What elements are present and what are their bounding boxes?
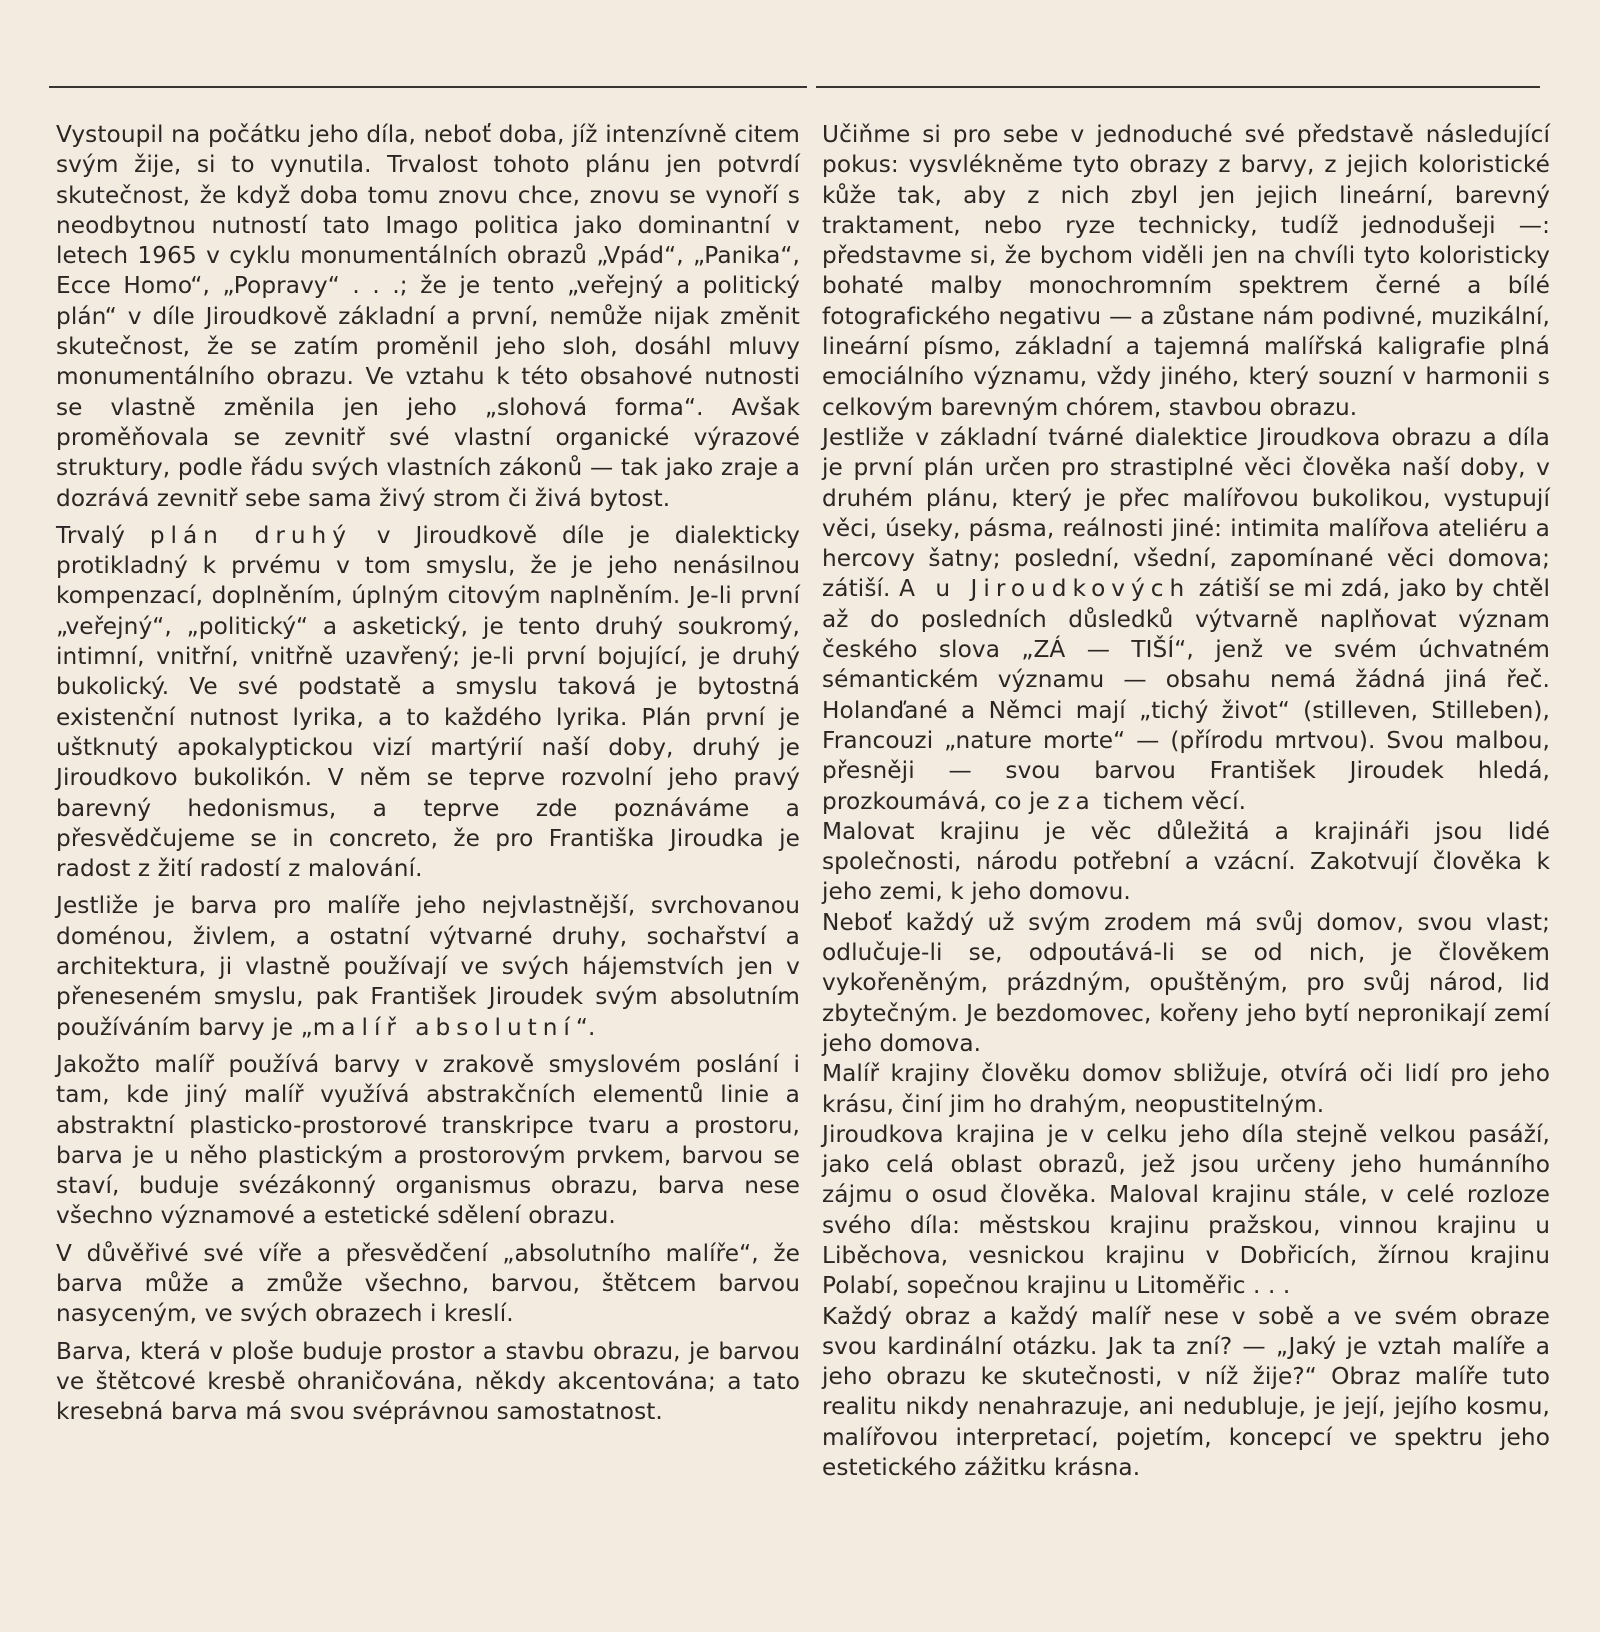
right-column bbox=[822, 120, 1550, 1483]
paragraph: Neboť každý už svým zrodem má svůj domov, svou vlast; odlučuje-li se, odpoutává-li se od nich, je člověkem vykořeněným, prázdným, opuštěným, pro svůj národ, lid zbytečným. Je bezdomovec, kořeny jeho bytí nepronikají zemí jeho domova. bbox=[822, 908, 1550, 1057]
paragraph: Vystoupil na počátku jeho díla, neboť doba, jíž intenzívně citem svým žije, si to vynutila. Trvalost tohoto plánu jen potvrdí skutečnost, že když doba tomu znovu chce, znovu se vynoří s neodbytnou nutností tato Imago politica jako dominantní v letech 1965 v cyklu monumentálních obrazů „Vpád“, „Panika“, Ecce Homo“, „Popravy“ . . .; že je tento „veřejný a politický plán“ v díle Jiroudkově základní a první, nemůže nijak změnit skutečnost, že se zatím proměnil jeho sloh, dosáhl mluvy monumentálního obrazu. Ve vztahu k této obsahové nutnosti se vlastně změnila jen jeho „slohová forma“. Avšak proměňovala se zevnitř své vlastní organické výrazové struktury, podle řádu svých vlastních zákonů — tak jako zraje a dozrává zevnitř sebe sama živý strom či živá bytost. bbox=[56, 121, 800, 512]
paragraph: Jestliže je barva pro malíře jeho nejvlastnější, svrchovanou doménou, živlem, a ostatní výtvarné druhy, sochařství a architektura, ji vlastně používají ve svých hájemstvích jen v přeneseném smyslu, pak František Jiroudek svým absolutním používáním barvy je „malíř absolutní“. bbox=[56, 892, 800, 1041]
left-column bbox=[56, 120, 800, 1434]
top-rule-left bbox=[49, 86, 807, 88]
paragraph: Každý obraz a každý malíř nese v sobě a ve svém obraze svou kardinální otázku. Jak ta zní? — „Jaký je vztah malíře a jeho obrazu ke skutečnosti, v níž žije?“ Obraz malíře tuto realitu nikdy nenahrazuje, ani nedubluje, je její, jejího kosmu, malířovou interpretací, pojetím, koncepcí ve spektru jeho estetického zážitku krásna. bbox=[822, 1302, 1550, 1482]
paragraph: Malíř krajiny člověku domov sbližuje, otvírá oči lidí pro jeho krásu, činí jim ho drahým, neopustitelným. bbox=[822, 1060, 1550, 1118]
paragraph: Malovat krajinu je věc důležitá a krajináři jsou lidé společnosti, národu potřební a vzácní. Zakotvují člověka k jeho zemi, k jeho domovu. bbox=[822, 817, 1550, 906]
paragraph: V důvěřivé své víře a přesvědčení „absolutního malíře“, že barva může a zmůže všechno, barvou, štětcem barvou nasyceným, ve svých obrazech i kreslí. bbox=[56, 1239, 800, 1328]
paragraph: Jestliže v základní tvárné dialektice Jiroudkova obrazu a díla je první plán určen pro strastiplné věci člověka naší doby, v druhém plánu, který je přec malířovou bukolikou, vystupují věci, úseky, pásma, reálnosti jiné: intimita malířova ateliéru a hercovy šatny; poslední, všední, zapomínané věci domova; zátiší. A u Jiroudkových zátiší se mi zdá, jako by chtěl až do posledních důsledků výtvarně naplňovat význam českého slova „ZÁ — TIŠÍ“, jenž ve svém úchvatném sémantickém významu — obsahu nemá žádná jiná řeč. Holanďané a Němci mají „tichý život“ (stilleven, Stilleben), Francouzi „nature morte“ — (přírodu mrtvou). Svou malbou, přesněji — svou barvou František Jiroudek hledá, prozkoumává, co je za tichem věcí. bbox=[822, 423, 1551, 815]
paragraph: Jakožto malíř používá barvy v zrakově smyslovém poslání i tam, kde jiný malíř využívá abstrakčních elementů linie a abstraktní plasticko-prostorové transkripce tvaru a prostoru, barva je u něho plastickým a prostorovým prvkem, barvou se staví, buduje svézákonný organismus obrazu, barva nese všechno významové a estetické sdělení obrazu. bbox=[56, 1050, 800, 1230]
paragraph: Jiroudkova krajina je v celku jeho díla stejně velkou pasáží, jako celá oblast obrazů, jež jsou určeny jeho humánního zájmu o osud člověka. Maloval krajinu stále, v celé rozloze svého díla: městskou krajinu pražskou, vinnou krajinu u Liběchova, vesnickou krajinu v Dobřicích, žírnou krajinu Polabí, sopečnou krajinu u Litoměřic . . . bbox=[822, 1120, 1550, 1300]
paragraph: Učiňme si pro sebe v jednoduché své představě následující pokus: vysvlékněme tyto obrazy z barvy, z jejich koloristické kůže tak, aby z nich zbyl jen jejich lineární, barevný traktament, nebo ryze technicky, tudíž jednodušeji —: představme si, že bychom viděli jen na chvíli tyto koloristicky bohaté malby monochromním spektrem černé a bílé fotografického negativu — a zůstane nám podivné, muzikální, lineární písmo, základní a tajemná malířská kaligrafie plná emociálního významu, vždy jiného, který souzní v harmonii s celkovým barevným chórem, stavbou obrazu. bbox=[822, 121, 1550, 421]
paragraph: Barva, která v ploše buduje prostor a stavbu obrazu, je barvou ve štětcové kresbě ohraničována, někdy akcentována; a tato kresebná barva má svou svéprávnou samostatnost. bbox=[56, 1337, 800, 1426]
top-rule-right bbox=[816, 86, 1540, 88]
paragraph: Trvalý plán druhý v Jiroudkově díle je dialekticky protikladný k prvému v tom smyslu, že je jeho nenásilnou kompenzací, doplněním, úplným citovým naplněním. Je-li první „veřejný“, „politický“ a asketický, je tento druhý soukromý, intimní, vnitřní, vnitřně uzavřený; je-li první bojující, je druhý bukolický. Ve své podstatě a smyslu taková je bytostná existenční nutnost lyrika, a to každého lyrika. Plán první je uštknutý apokalyptickou vizí martýrií naší doby, druhý je Jiroudkovo bukolikón. V něm se teprve rozvolní jeho pravý barevný hedonismus, a teprve zde poznáváme a přesvědčujeme se in concreto, že pro Františka Jiroudka je radost z žití radostí z malování. bbox=[56, 521, 800, 883]
